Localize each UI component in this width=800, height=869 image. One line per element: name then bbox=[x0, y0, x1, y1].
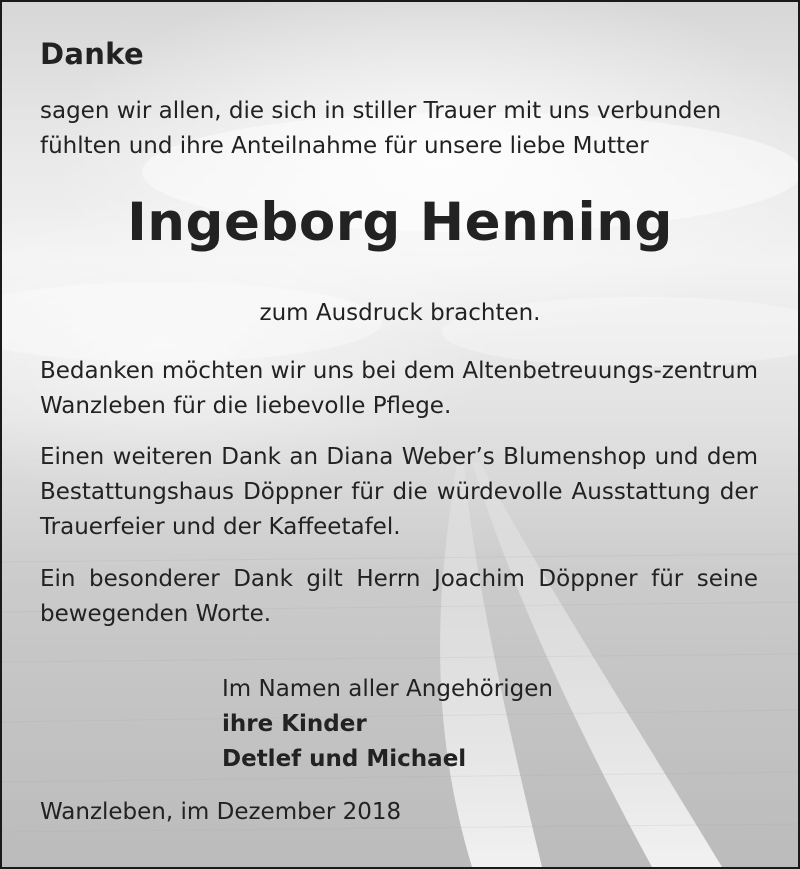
intro-end-line: zum Ausdruck brachten. bbox=[259, 300, 541, 326]
notice-heading: Danke bbox=[40, 37, 144, 71]
thanks-paragraph-florist: Einen weiteren Dank an Diana Weber’s Blumenshop und dem Bestattungshaus Döppner für die würdevolle Ausstattung der Trauerfeier und der Kaffeetafel. bbox=[40, 444, 758, 540]
thanks-paragraph-care: Bedanken möchten wir uns bei dem Altenbetreuungs-zentrum Wanzleben für die liebevolle Pflege. bbox=[40, 358, 758, 419]
place-date: Wanzleben, im Dezember 2018 bbox=[40, 799, 402, 825]
intro-line: sagen wir allen, die sich in stiller Trauer mit uns verbunden bbox=[40, 98, 722, 124]
signoff-names: Detlef und Michael bbox=[222, 746, 467, 772]
intro-line: fühlten und ihre Anteilnahme für unsere liebe Mutter bbox=[40, 133, 649, 159]
signoff-block bbox=[222, 672, 553, 777]
signoff-line: Im Namen aller Angehörigen bbox=[222, 676, 553, 702]
thanks-paragraph-speaker: Ein besonderer Dank gilt Herrn Joachim Döppner für seine bewegenden Worte. bbox=[40, 566, 758, 627]
intro-text bbox=[40, 94, 770, 164]
deceased-name: Ingeborg Henning bbox=[127, 192, 673, 253]
notice-content bbox=[2, 2, 798, 867]
signoff-children: ihre Kinder bbox=[222, 711, 367, 737]
